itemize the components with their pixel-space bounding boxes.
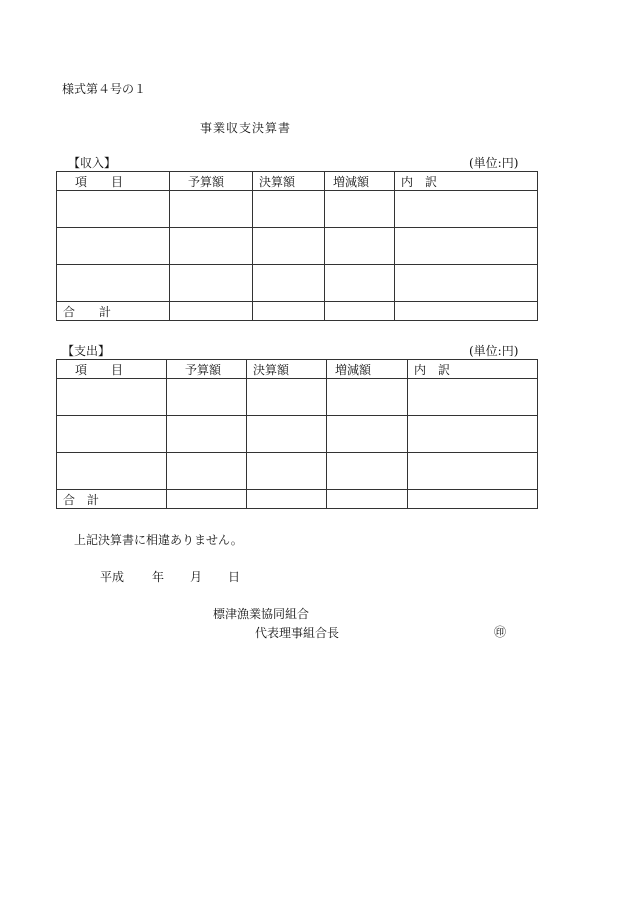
total-row bbox=[57, 302, 538, 321]
income-label: 【収入】 bbox=[68, 156, 117, 170]
table-cell bbox=[325, 265, 395, 302]
total-label: 合 計 bbox=[57, 302, 170, 321]
table-cell bbox=[408, 379, 538, 416]
table-cell bbox=[57, 379, 167, 416]
date-day: 日 bbox=[228, 570, 241, 584]
statement-text: 上記決算書に相違ありません。 bbox=[74, 533, 243, 547]
column-header-settlement: 決算額 bbox=[247, 360, 327, 379]
representative-title: 代表理事組合長 bbox=[255, 626, 340, 640]
table-row bbox=[57, 265, 538, 302]
table-cell bbox=[327, 453, 408, 490]
column-header-breakdown: 内 訳 bbox=[408, 360, 538, 379]
table-cell bbox=[167, 416, 247, 453]
table-cell bbox=[247, 416, 327, 453]
table-cell bbox=[395, 302, 538, 321]
table-row bbox=[57, 416, 538, 453]
table-cell bbox=[253, 265, 325, 302]
table-cell bbox=[253, 302, 325, 321]
table-cell bbox=[170, 191, 253, 228]
table-cell bbox=[247, 490, 327, 509]
table-cell bbox=[253, 228, 325, 265]
table-cell bbox=[325, 302, 395, 321]
table-cell bbox=[247, 379, 327, 416]
date-year: 年 bbox=[152, 570, 165, 584]
table-cell bbox=[57, 453, 167, 490]
table-cell bbox=[325, 228, 395, 265]
table-cell bbox=[247, 453, 327, 490]
table-cell bbox=[170, 302, 253, 321]
table-row bbox=[57, 228, 538, 265]
column-header-budget: 予算額 bbox=[167, 360, 247, 379]
income-table bbox=[56, 171, 538, 321]
table-cell bbox=[395, 191, 538, 228]
date-month: 月 bbox=[190, 570, 203, 584]
column-header-budget: 予算額 bbox=[170, 172, 253, 191]
table-cell bbox=[167, 379, 247, 416]
table-header-row bbox=[57, 172, 538, 191]
column-header-item: 項 目 bbox=[57, 172, 170, 191]
table-row bbox=[57, 191, 538, 228]
column-header-difference: 増減額 bbox=[325, 172, 395, 191]
table-cell bbox=[395, 265, 538, 302]
table-header-row bbox=[57, 360, 538, 379]
income-unit: (単位:円) bbox=[469, 156, 519, 170]
table-row bbox=[57, 453, 538, 490]
table-cell bbox=[395, 228, 538, 265]
expense-unit: (単位:円) bbox=[469, 344, 519, 358]
table-row bbox=[57, 379, 538, 416]
column-header-breakdown: 内 訳 bbox=[395, 172, 538, 191]
form-number: 様式第４号の１ bbox=[62, 82, 147, 96]
table-cell bbox=[167, 490, 247, 509]
seal-mark: ㊞ bbox=[494, 625, 507, 639]
total-label: 合 計 bbox=[57, 490, 167, 509]
column-header-settlement: 決算額 bbox=[253, 172, 325, 191]
column-header-difference: 増減額 bbox=[327, 360, 408, 379]
table-cell bbox=[167, 453, 247, 490]
table-cell bbox=[57, 228, 170, 265]
date-era: 平成 bbox=[100, 570, 125, 584]
table-cell bbox=[170, 265, 253, 302]
document-title: 事業収支決算書 bbox=[200, 121, 292, 135]
table-cell bbox=[408, 453, 538, 490]
table-cell bbox=[408, 490, 538, 509]
table-cell bbox=[327, 490, 408, 509]
column-header-item: 項 目 bbox=[57, 360, 167, 379]
total-row bbox=[57, 490, 538, 509]
table-cell bbox=[327, 379, 408, 416]
organization-name: 標津漁業協同組合 bbox=[213, 607, 310, 621]
table-cell bbox=[57, 416, 167, 453]
expense-table bbox=[56, 359, 538, 509]
table-cell bbox=[57, 265, 170, 302]
table-cell bbox=[253, 191, 325, 228]
expense-label: 【支出】 bbox=[62, 344, 111, 358]
table-cell bbox=[170, 228, 253, 265]
table-cell bbox=[327, 416, 408, 453]
table-cell bbox=[57, 191, 170, 228]
table-cell bbox=[325, 191, 395, 228]
table-cell bbox=[408, 416, 538, 453]
